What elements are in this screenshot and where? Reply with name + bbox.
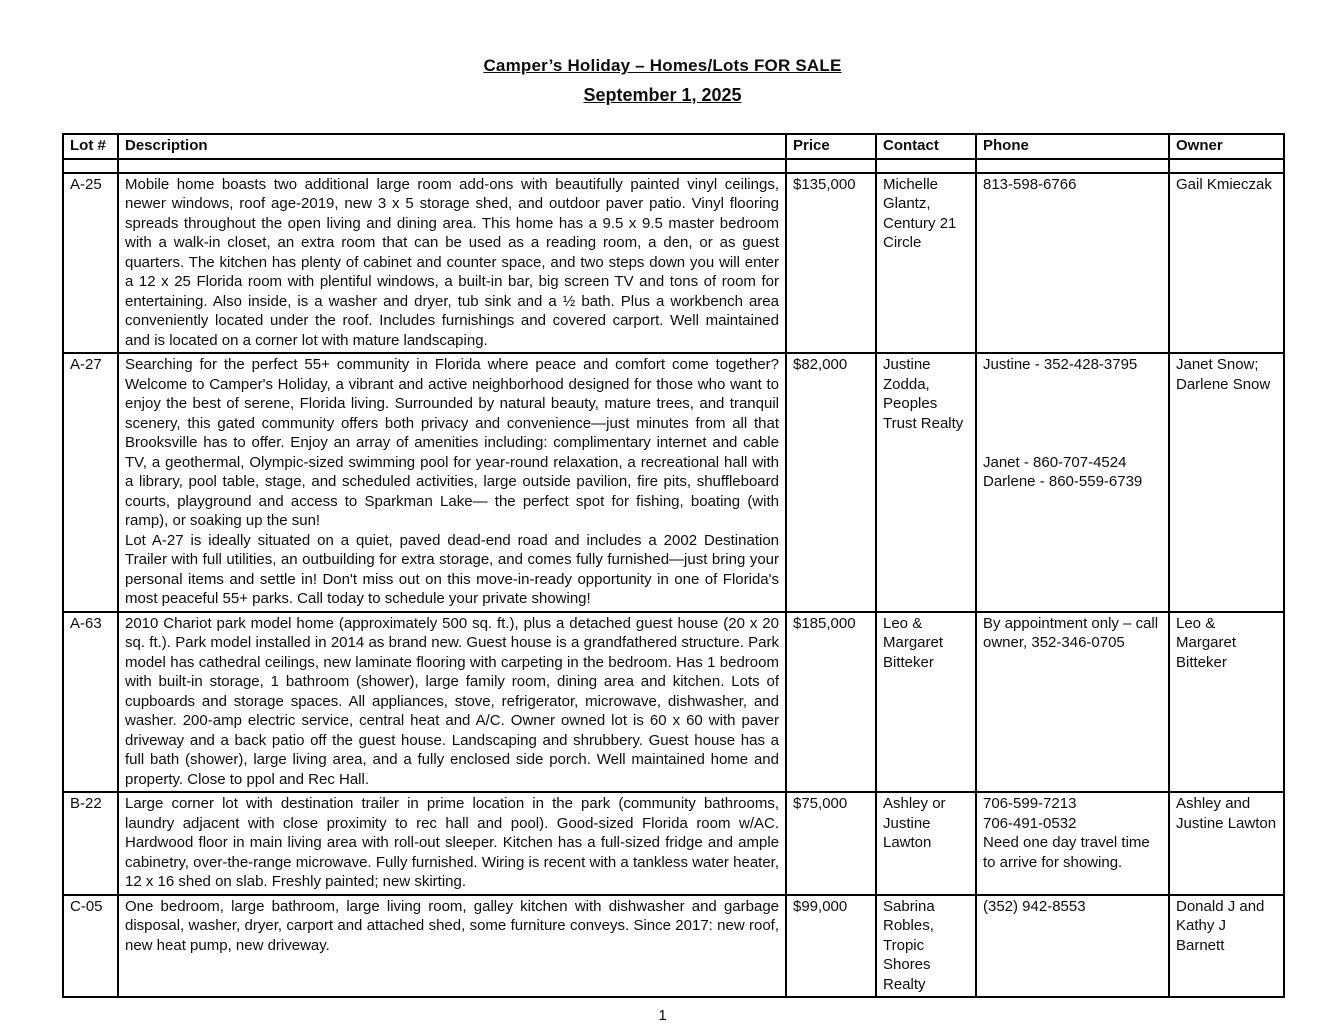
cell-contact: Michelle Glantz, Century 21 Circle (876, 173, 976, 354)
cell-owner: Janet Snow; Darlene Snow (1169, 353, 1284, 612)
cell-owner: Leo & Margaret Bitteker (1169, 612, 1284, 793)
spacer-cell (1169, 159, 1284, 173)
phone-line: 706-491-0532 (983, 814, 1077, 832)
column-header-contact: Contact (876, 134, 976, 159)
cell-price: $82,000 (786, 353, 876, 612)
phone-line: Need one day travel time to arrive for showing. (983, 834, 1150, 871)
phone-line: Darlene - 860-559-6739 (983, 473, 1143, 490)
spacer-cell (118, 159, 786, 173)
table-row (63, 353, 1284, 612)
table-row (63, 895, 1284, 998)
description-paragraph: Searching for the perfect 55+ community in Florida where peace and comfort come together? Welcome to Camper's Holiday, a vibrant and active neighborhood designed for those who want to enjoy the best of serene, Florida living. Surrounded by natural beauty, mature trees, and tranquil scenery, this gated community offers both privacy and convenience—just minutes from all that Brooksville has to offer. Enjoy an array of amenities including: complimentary internet and cable TV, a geothermal, Olympic-sized swimming pool for year-round relaxation, a recreational hall with a library, pool table, stage, and scheduled activities, large outside pavilion, fire pits, shuffleboard courts, playground and access to Sparkman Lake— the perfect spot for fishing, boating (with ramp), or soaking up the sun! (125, 356, 779, 529)
table-row (63, 612, 1284, 793)
spacer-cell (63, 159, 118, 173)
cell-price: $185,000 (786, 612, 876, 793)
cell-phone: (352) 942-8553 (976, 895, 1169, 998)
cell-owner: Ashley and Justine Lawton (1169, 792, 1284, 895)
document-header (0, 56, 1325, 106)
cell-phone: 813-598-6766 (976, 173, 1169, 354)
cell-contact: Justine Zodda, Peoples Trust Realty (876, 353, 976, 612)
spacer-cell (786, 159, 876, 173)
listings-table (62, 133, 1285, 998)
cell-lot: B-22 (63, 792, 118, 895)
page-title: Camper’s Holiday – Homes/Lots FOR SALE (483, 56, 842, 75)
cell-price: $75,000 (786, 792, 876, 895)
spacer-cell (976, 159, 1169, 173)
cell-price: $135,000 (786, 173, 876, 354)
cell-owner: Donald J and Kathy J Barnett (1169, 895, 1284, 998)
cell-phone (976, 353, 1169, 612)
description-paragraph: One bedroom, large bathroom, large living room, galley kitchen with dishwasher and garbage disposal, washer, dryer, carport and attached shed, some furniture conveys. Since 2017: new roof, new heat pump, new driveway. (125, 897, 779, 954)
description-paragraph: 2010 Chariot park model home (approximately 500 sq. ft.), plus a detached guest house (20 x 20 sq. ft.). Park model installed in 2014 as brand new. Guest house is a grandfathered structure. Park model has cathedral ceilings, new laminate flooring with carpeting in the bedroom. Has 1 bedroom with built-in storage, 1 bathroom (shower), large family room, dining area and kitchen. Lots of cupboards and storage spaces. All appliances, stove, refrigerator, microwave, dishwasher, and washer. 200-amp electric service, central heat and A/C. Owner owned lot is 60 x 60 with paver driveway and a back patio off the guest house. Landscaping and shrubbery. Guest house has a full bath (shower), large living area, and a fully enclosed side porch. Well maintained home and property. Close to ppol and Rec Hall. (125, 614, 779, 788)
column-header-phone: Phone (976, 134, 1169, 159)
column-header-description: Description (118, 134, 786, 159)
cell-description (118, 895, 786, 998)
cell-lot: A-27 (63, 353, 118, 612)
cell-description (118, 792, 786, 895)
cell-owner: Gail Kmieczak (1169, 173, 1284, 354)
table-row (63, 173, 1284, 354)
cell-phone: By appointment only – call owner, 352-346-0705 (976, 612, 1169, 793)
table-header-row (63, 134, 1284, 159)
column-header-price: Price (786, 134, 876, 159)
description-paragraph: Large corner lot with destination trailer in prime location in the park (community bathrooms, laundry adjacent with close proximity to rec hall and pool). Good-sized Florida room w/AC. Hardwood floor in main living area with roll-out sleeper. Kitchen has a full-sized fridge and ample cabinetry, over-the-range microwave. Fully furnished. Wiring is recent with a tankless water heater, 12 x 16 shed on slab. Freshly painted; new skirting. (125, 795, 779, 890)
phone-line: 706-599-7213 (983, 795, 1077, 812)
cell-description (118, 173, 786, 354)
spacer-row (63, 159, 1284, 173)
cell-description (118, 353, 786, 612)
description-paragraph: Mobile home boasts two additional large room add-ons with beautifully painted vinyl ceilings, newer windows, roof age-2019, new 3 x 5 storage shed, and outdoor paver patio. Vinyl flooring spreads throughout the open living and dining area. This home has a 9.5 x 9.5 master bedroom with a walk-in closet, an extra room that can be used as a reading room, a den, or as guest quarters. The kitchen has plenty of cabinet and counter space, and two steps down you will enter a 12 x 25 Florida room with plentiful windows, a built-in bar, big screen TV and tons of room for entertaining. Also inside, is a washer and dryer, tub sink and a ½ bath. Plus a workbench area conveniently located under the roof. Includes furnishings and covered carport. Well maintained and is located on a corner lot with mature landscaping. (125, 175, 779, 349)
cell-lot: A-25 (63, 173, 118, 354)
column-header-lot: Lot # (63, 134, 118, 159)
column-header-owner: Owner (1169, 134, 1284, 159)
cell-lot: A-63 (63, 612, 118, 793)
phone-line: Justine - 352-428-3795 (983, 356, 1138, 373)
cell-lot: C-05 (63, 895, 118, 998)
phone-line: Janet - 860-707-4524 (983, 453, 1127, 471)
cell-contact: Leo & Margaret Bitteker (876, 612, 976, 793)
table-row (63, 792, 1284, 895)
cell-contact: Sabrina Robles, Tropic Shores Realty (876, 895, 976, 998)
page-date: September 1, 2025 (583, 85, 742, 105)
cell-phone (976, 792, 1169, 895)
description-paragraph: Lot A-27 is ideally situated on a quiet, paved dead-end road and includes a 2002 Destination Trailer with full utilities, an outbuilding for extra storage, and comes fully furnished—just bring your personal items and settle in! Don't miss out on this move-in-ready opportunity in one of Florida's most peaceful 55+ parks. Call today to schedule your private showing! (125, 531, 779, 607)
spacer-cell (876, 159, 976, 173)
cell-price: $99,000 (786, 895, 876, 998)
page-number: 1 (658, 1007, 667, 1024)
cell-contact: Ashley or Justine Lawton (876, 792, 976, 895)
cell-description (118, 612, 786, 793)
